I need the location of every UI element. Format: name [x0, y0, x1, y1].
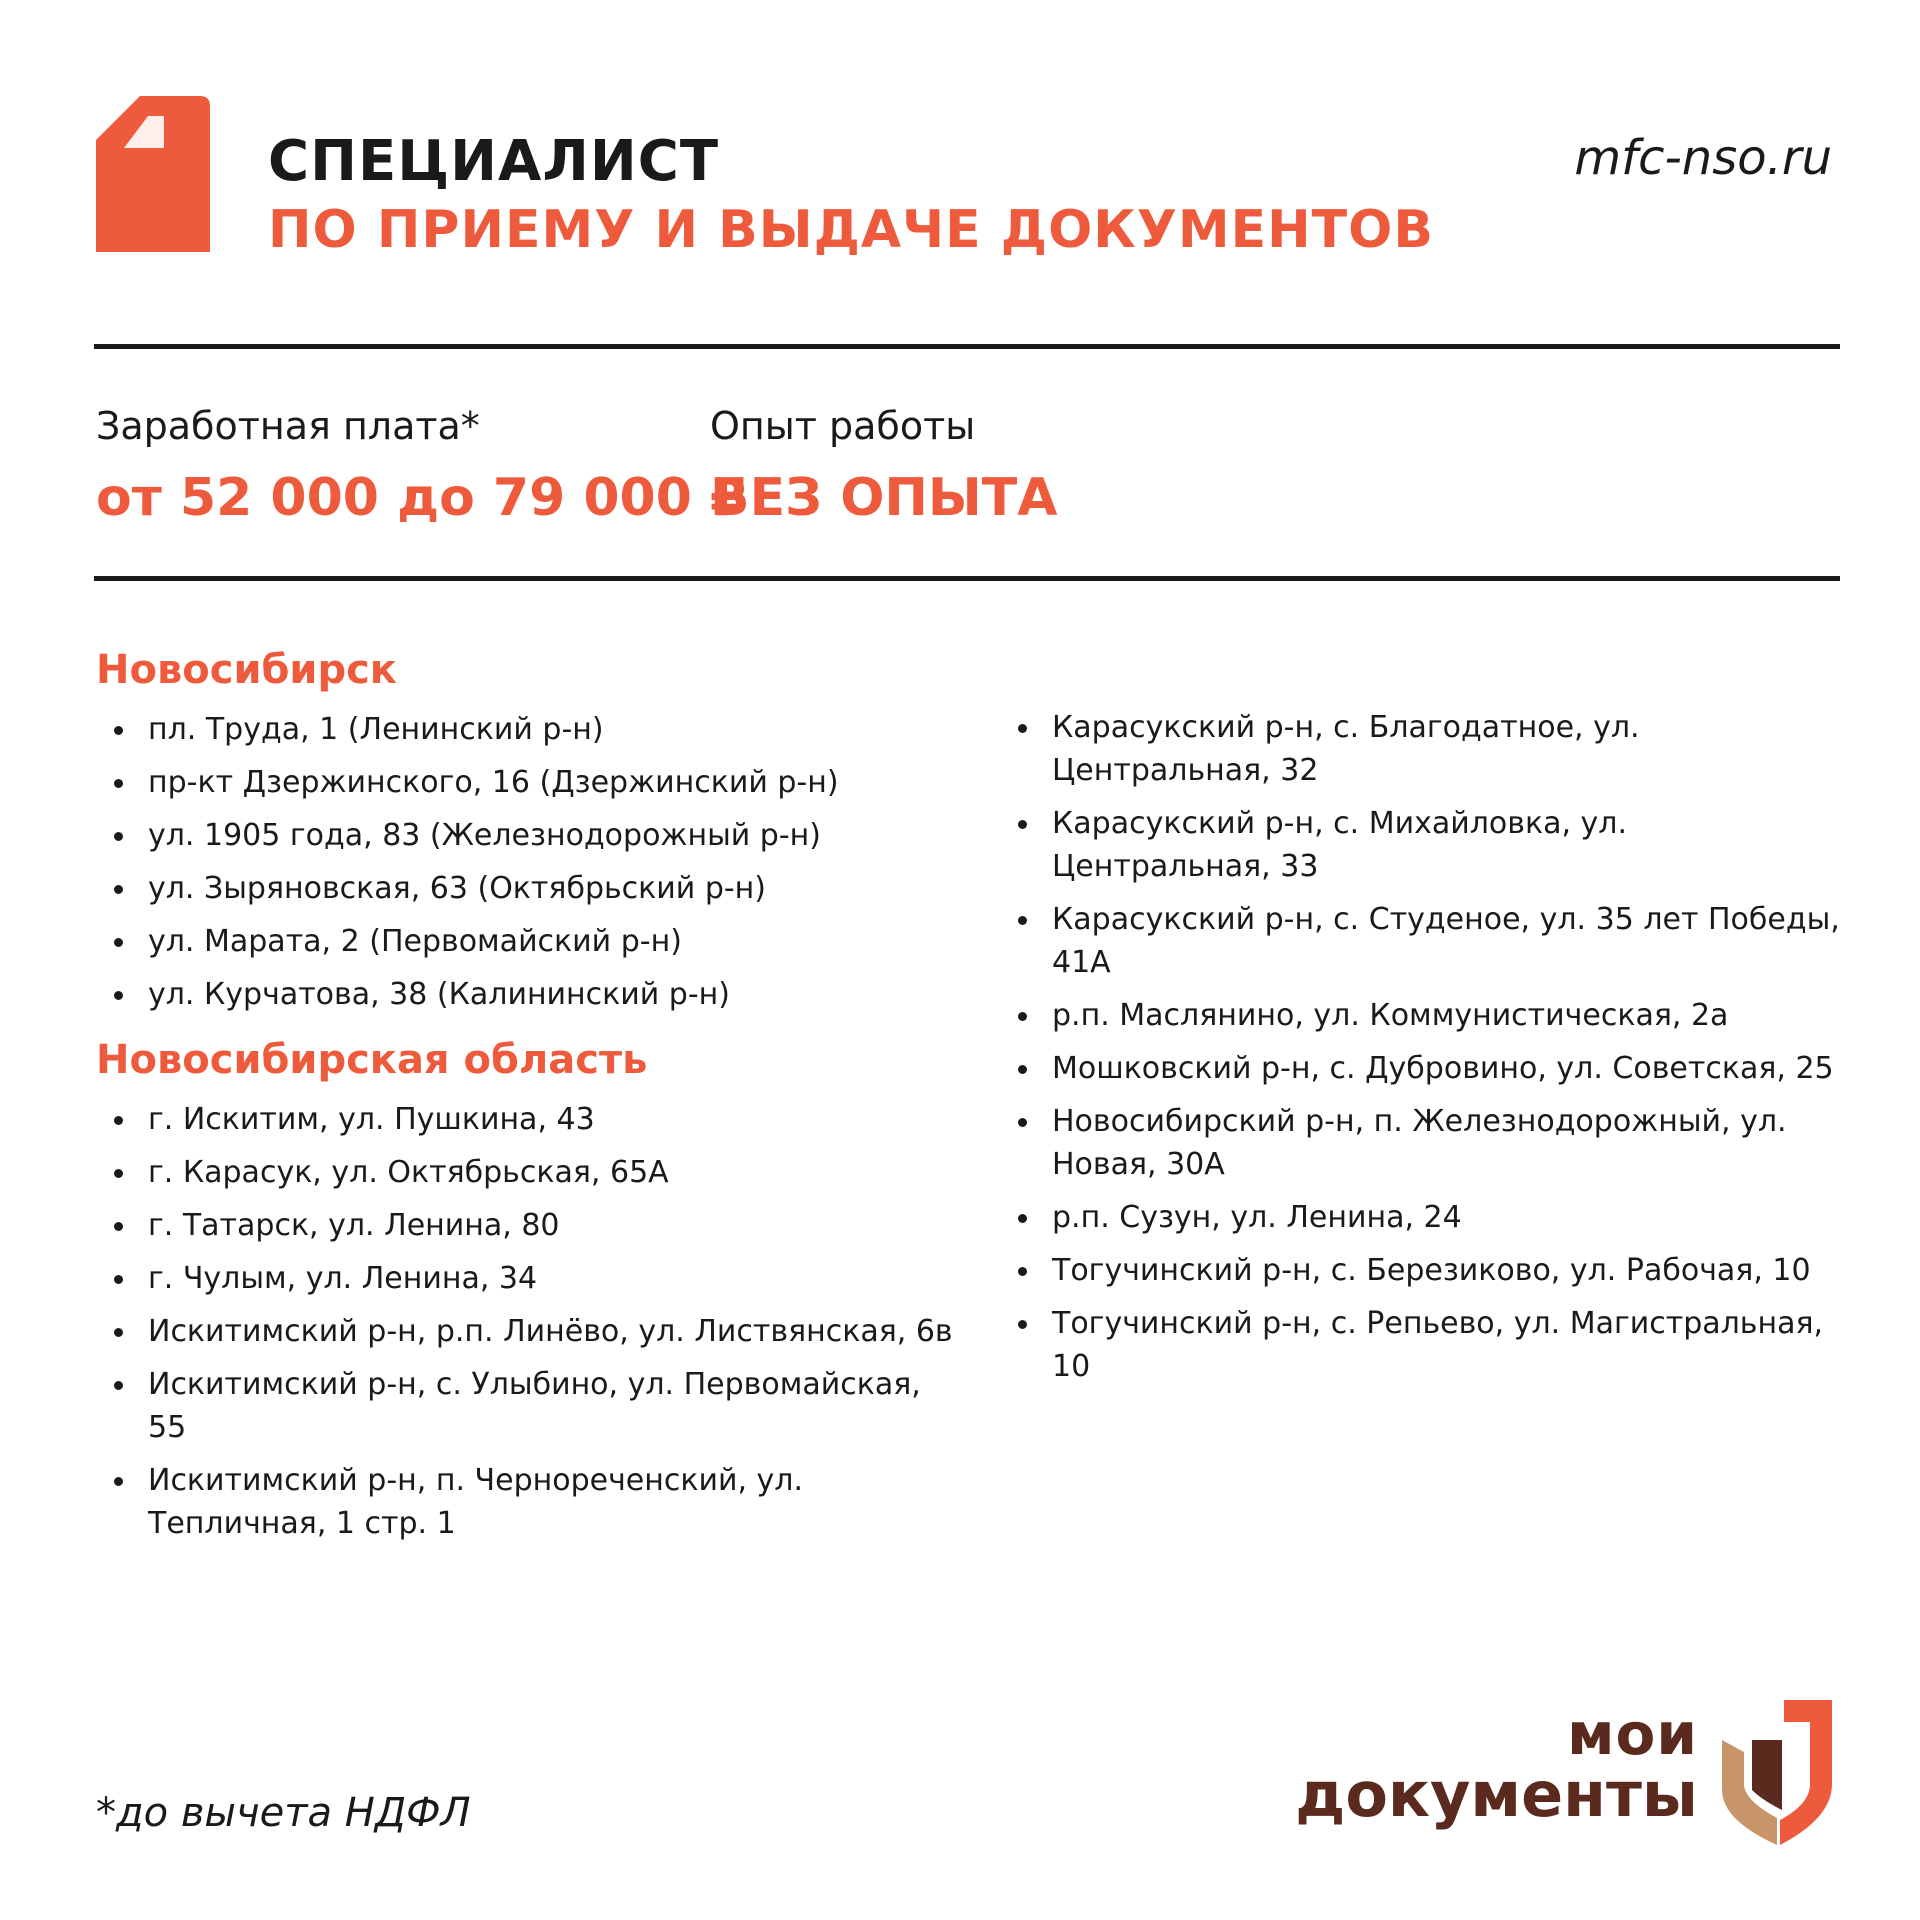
list-item: г. Татарск, ул. Ленина, 80: [96, 1204, 956, 1247]
experience-block: [710, 400, 1058, 538]
divider-top: [94, 344, 1840, 349]
title-line-1: СПЕЦИАЛИСТ: [268, 129, 720, 194]
brand-text-line-1: мои: [1567, 1700, 1698, 1768]
list-item: пр-кт Дзержинского, 16 (Дзержинский р-н): [96, 761, 956, 804]
salary-label: Заработная плата*: [96, 404, 480, 448]
list-item: Искитимский р-н, п. Чернореченский, ул. Тепличная, 1 стр. 1: [96, 1459, 956, 1545]
addresses-right-column: [1000, 706, 1840, 1398]
addresses-left-column: [96, 640, 956, 1555]
list-item: р.п. Сузун, ул. Ленина, 24: [1000, 1196, 1840, 1239]
list-item: г. Карасук, ул. Октябрьская, 65А: [96, 1151, 956, 1194]
list-item: ул. Курчатова, 38 (Калининский р-н): [96, 973, 956, 1016]
moi-dokumenty-logo-icon: [1722, 1700, 1832, 1845]
salary-value: от 52 000 до 79 000 ₽: [96, 468, 747, 528]
list-item: Карасукский р-н, с. Михайловка, ул. Центральная, 33: [1000, 802, 1840, 888]
list-item: ул. 1905 года, 83 (Железнодорожный р-н): [96, 814, 956, 857]
list-item: Искитимский р-н, р.п. Линёво, ул. Листвянская, 6в: [96, 1310, 956, 1353]
list-item: пл. Труда, 1 (Ленинский р-н): [96, 708, 956, 751]
page-title: [268, 128, 1434, 264]
divider-bottom: [94, 576, 1840, 581]
site-url: mfc-nso.ru: [1574, 130, 1832, 186]
list-item: Карасукский р-н, с. Благодатное, ул. Центральная, 32: [1000, 706, 1840, 792]
list-item: ул. Марата, 2 (Первомайский р-н): [96, 920, 956, 963]
list-item: г. Чулым, ул. Ленина, 34: [96, 1257, 956, 1300]
list-item: г. Искитим, ул. Пушкина, 43: [96, 1098, 956, 1141]
list-item: Тогучинский р-н, с. Репьево, ул. Магистральная, 10: [1000, 1302, 1840, 1388]
list-item: р.п. Маслянино, ул. Коммунистическая, 2а: [1000, 994, 1840, 1037]
section-heading-novosibirsk: Новосибирск: [96, 647, 397, 693]
salary-footnote: *до вычета НДФЛ: [96, 1790, 471, 1836]
list-item: Искитимский р-н, с. Улыбино, ул. Первомайская, 55: [96, 1363, 956, 1449]
brand-text-line-2: документы: [1295, 1758, 1698, 1831]
brand-logo: [1272, 1700, 1832, 1850]
region-address-list: [96, 1098, 956, 1545]
section-heading-region: Новосибирская область: [96, 1037, 648, 1083]
title-line-2: ПО ПРИЕМУ И ВЫДАЧЕ ДОКУМЕНТОВ: [268, 200, 1434, 260]
document-icon: [96, 96, 210, 252]
list-item: ул. Зыряновская, 63 (Октябрьский р-н): [96, 867, 956, 910]
list-item: Тогучинский р-н, с. Березиково, ул. Рабочая, 10: [1000, 1249, 1840, 1292]
list-item: Карасукский р-н, с. Студеное, ул. 35 лет Победы, 41А: [1000, 898, 1840, 984]
list-item: Мошковский р-н, с. Дубровино, ул. Советская, 25: [1000, 1047, 1840, 1090]
experience-label: Опыт работы: [710, 404, 976, 448]
novosibirsk-address-list: [96, 708, 956, 1016]
experience-value: БЕЗ ОПЫТА: [710, 468, 1058, 528]
salary-block: [96, 400, 746, 538]
region-address-list-continued: [1000, 706, 1840, 1388]
list-item: Новосибирский р-н, п. Железнодорожный, ул. Новая, 30А: [1000, 1100, 1840, 1186]
